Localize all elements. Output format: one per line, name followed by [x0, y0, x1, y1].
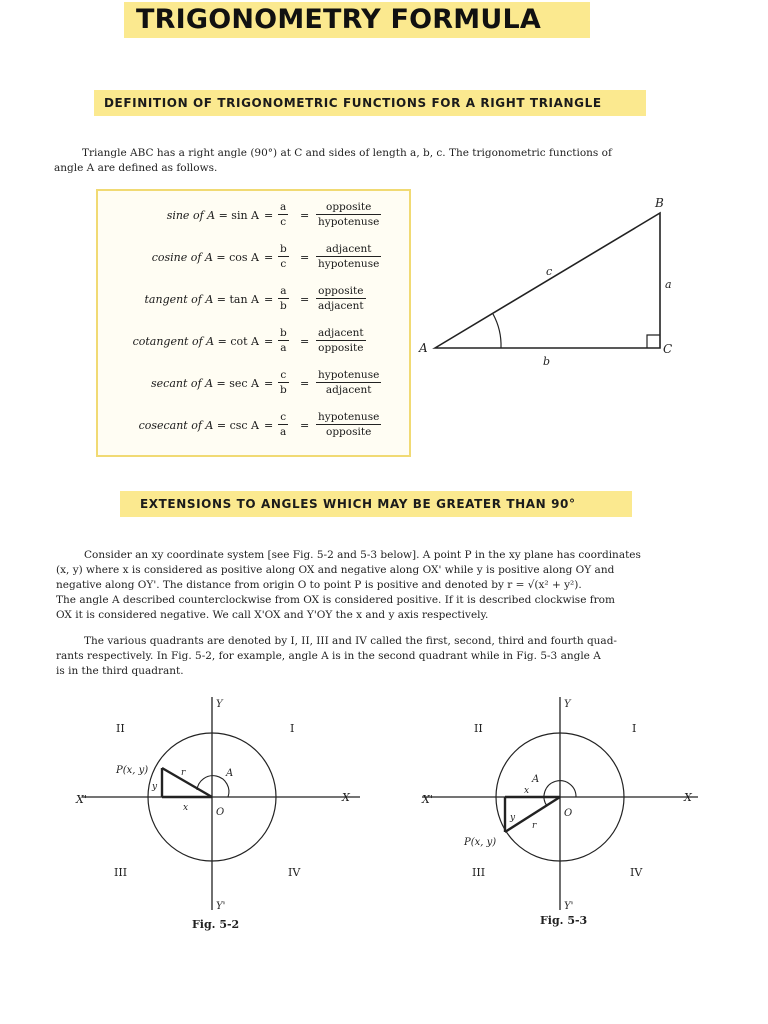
- word-fraction: opposite hypotenuse: [318, 201, 380, 228]
- para1-line: OX it is considered negative. We call X'OX and Y'OY the x and y axis respectively.: [56, 609, 489, 621]
- label-y-prime: Y': [216, 901, 226, 912]
- label-r: r: [532, 821, 537, 831]
- label-y-leg: y: [510, 813, 516, 823]
- angle-a-arc: [197, 776, 229, 797]
- label-x-prime: X': [422, 793, 433, 806]
- label-y-prime: Y': [564, 901, 574, 912]
- quadrant-iii-label: III: [114, 866, 128, 879]
- label-angle-a: A: [226, 768, 234, 779]
- definition-label: sine of A: [166, 209, 216, 222]
- para1-line: negative along OY'. The distance from origin O to point P is positive and denoted by r = √(x² + y²).: [56, 579, 582, 591]
- definition-label: cosine of A: [151, 251, 213, 264]
- word-fraction: hypotenuse opposite: [318, 411, 380, 438]
- label-x-leg: x: [183, 803, 189, 813]
- angle-a-arc: [493, 314, 501, 348]
- definition-row-cosecant: cosecant of A = csc A = $\frac{c}{a}$ = hypotenuse opposite: [138, 411, 380, 438]
- letter-fraction: $\frac{c}{a}$: [280, 411, 287, 438]
- label-y: Y: [564, 699, 571, 710]
- definition-row-cotangent: cotangent of A = cot A = $\frac{b}{a}$ = adjacent opposite: [132, 327, 364, 354]
- para2-line: is in the third quadrant.: [56, 665, 184, 677]
- word-fraction: hypotenuse adjacent: [318, 369, 380, 396]
- definition-label: secant of A: [151, 377, 214, 390]
- quadrant-iii-label: III: [472, 866, 486, 879]
- label-x-prime: X': [76, 793, 87, 806]
- letter-fraction: $\frac{b}{a}$: [280, 327, 287, 354]
- word-fraction: opposite adjacent: [318, 285, 364, 312]
- definition-row-secant: secant of A = sec A = $\frac{c}{b}$ = hypotenuse adjacent: [151, 369, 380, 396]
- label-x: X: [684, 791, 692, 804]
- side-c-label: c: [546, 265, 553, 278]
- quadrant-i-label: I: [632, 722, 637, 735]
- section2-heading: EXTENSIONS TO ANGLES WHICH MAY BE GREATER THAN 90°: [140, 497, 576, 511]
- quadrant-ii-label: II: [474, 722, 483, 735]
- quadrant-i-label: I: [290, 722, 295, 735]
- figure-5-3-caption: Fig. 5-3: [540, 914, 588, 927]
- page-title: TRIGONOMETRY FORMULA: [136, 4, 541, 35]
- definition-func: sec A: [229, 377, 259, 390]
- definition-label: tangent of A: [144, 293, 214, 306]
- quadrant-iv-label: IV: [630, 866, 643, 879]
- definitions-box: [96, 189, 411, 457]
- label-angle-a: A: [532, 774, 540, 785]
- point-p-label: P(x, y): [116, 765, 149, 776]
- triangle-shape: [435, 213, 660, 348]
- intro-line: angle A are defined as follows.: [54, 162, 218, 174]
- vertex-b-label: B: [655, 196, 664, 210]
- section1-heading: DEFINITION OF TRIGONOMETRIC FUNCTIONS FOR A RIGHT TRIANGLE: [104, 96, 602, 110]
- letter-fraction: $\frac{a}{b}$: [280, 285, 287, 312]
- label-y-leg: y: [152, 782, 158, 792]
- side-b-label: b: [543, 355, 551, 368]
- para2-line: The various quadrants are denoted by I, II, III and IV called the first, second, third and fourth quad-: [84, 635, 617, 647]
- para1-line: Consider an xy coordinate system [see Fig. 5-2 and 5-3 below]. A point P in the xy plane has coordinates: [84, 549, 641, 561]
- intro-line: Triangle ABC has a right angle (90°) at C and sides of length a, b, c. The trigonometric functions of: [82, 147, 612, 159]
- section1-intro: [54, 146, 699, 176]
- label-x: X: [342, 791, 350, 804]
- vertex-c-label: C: [663, 342, 673, 356]
- definition-func: cot A: [230, 335, 259, 348]
- word-fraction: adjacent hypotenuse: [318, 243, 380, 270]
- definition-func: cos A: [229, 251, 259, 264]
- label-y: Y: [216, 699, 223, 710]
- definition-label: cotangent of A: [132, 335, 215, 348]
- letter-fraction: $\frac{a}{c}$: [280, 201, 287, 228]
- definition-row-tangent: tangent of A = tan A = $\frac{a}{b}$ = opposite adjacent: [144, 285, 364, 312]
- section2-paragraph-2: [56, 634, 701, 679]
- definition-func: tan A: [229, 293, 259, 306]
- definition-label: cosecant of A: [138, 419, 214, 432]
- definition-func: sin A: [231, 209, 259, 222]
- quadrant-ii-label: II: [116, 722, 125, 735]
- definition-row-cosine: cosine of A = cos A = $\frac{b}{c}$ = adjacent hypotenuse: [151, 243, 380, 270]
- label-r: r: [181, 768, 186, 778]
- letter-fraction: $\frac{b}{c}$: [280, 243, 287, 270]
- para1-line: The angle A described counterclockwise from OX is considered positive. If it is described clockwise from: [56, 594, 615, 606]
- vertex-a-label: A: [419, 341, 428, 355]
- section2-paragraph-1: [56, 548, 701, 623]
- para2-line: rants respectively. In Fig. 5-2, for example, angle A is in the second quadrant while in Fig. 5-3 angle A: [56, 650, 601, 662]
- label-origin: O: [564, 808, 573, 819]
- side-a-label: a: [665, 278, 672, 291]
- word-fraction: adjacent opposite: [318, 327, 364, 354]
- right-triangle-diagram: [415, 195, 695, 370]
- point-p-label: P(x, y): [464, 837, 497, 848]
- definition-func: csc A: [229, 419, 259, 432]
- figure-5-3: [420, 695, 710, 915]
- right-angle-marker: [647, 335, 660, 348]
- label-origin: O: [216, 807, 225, 818]
- figure-5-2-caption: Fig. 5-2: [192, 918, 240, 931]
- radius-line: [162, 768, 212, 797]
- label-x-leg: x: [524, 786, 530, 796]
- definition-row-sine: sine of A = sin A = $\frac{a}{c}$ = opposite hypotenuse: [166, 201, 380, 228]
- figure-5-2: [70, 695, 370, 915]
- letter-fraction: $\frac{c}{b}$: [280, 369, 287, 396]
- quadrant-iv-label: IV: [288, 866, 301, 879]
- para1-line: (x, y) where x is considered as positive along OX and negative along OX' while y is positive along OY and: [56, 564, 615, 576]
